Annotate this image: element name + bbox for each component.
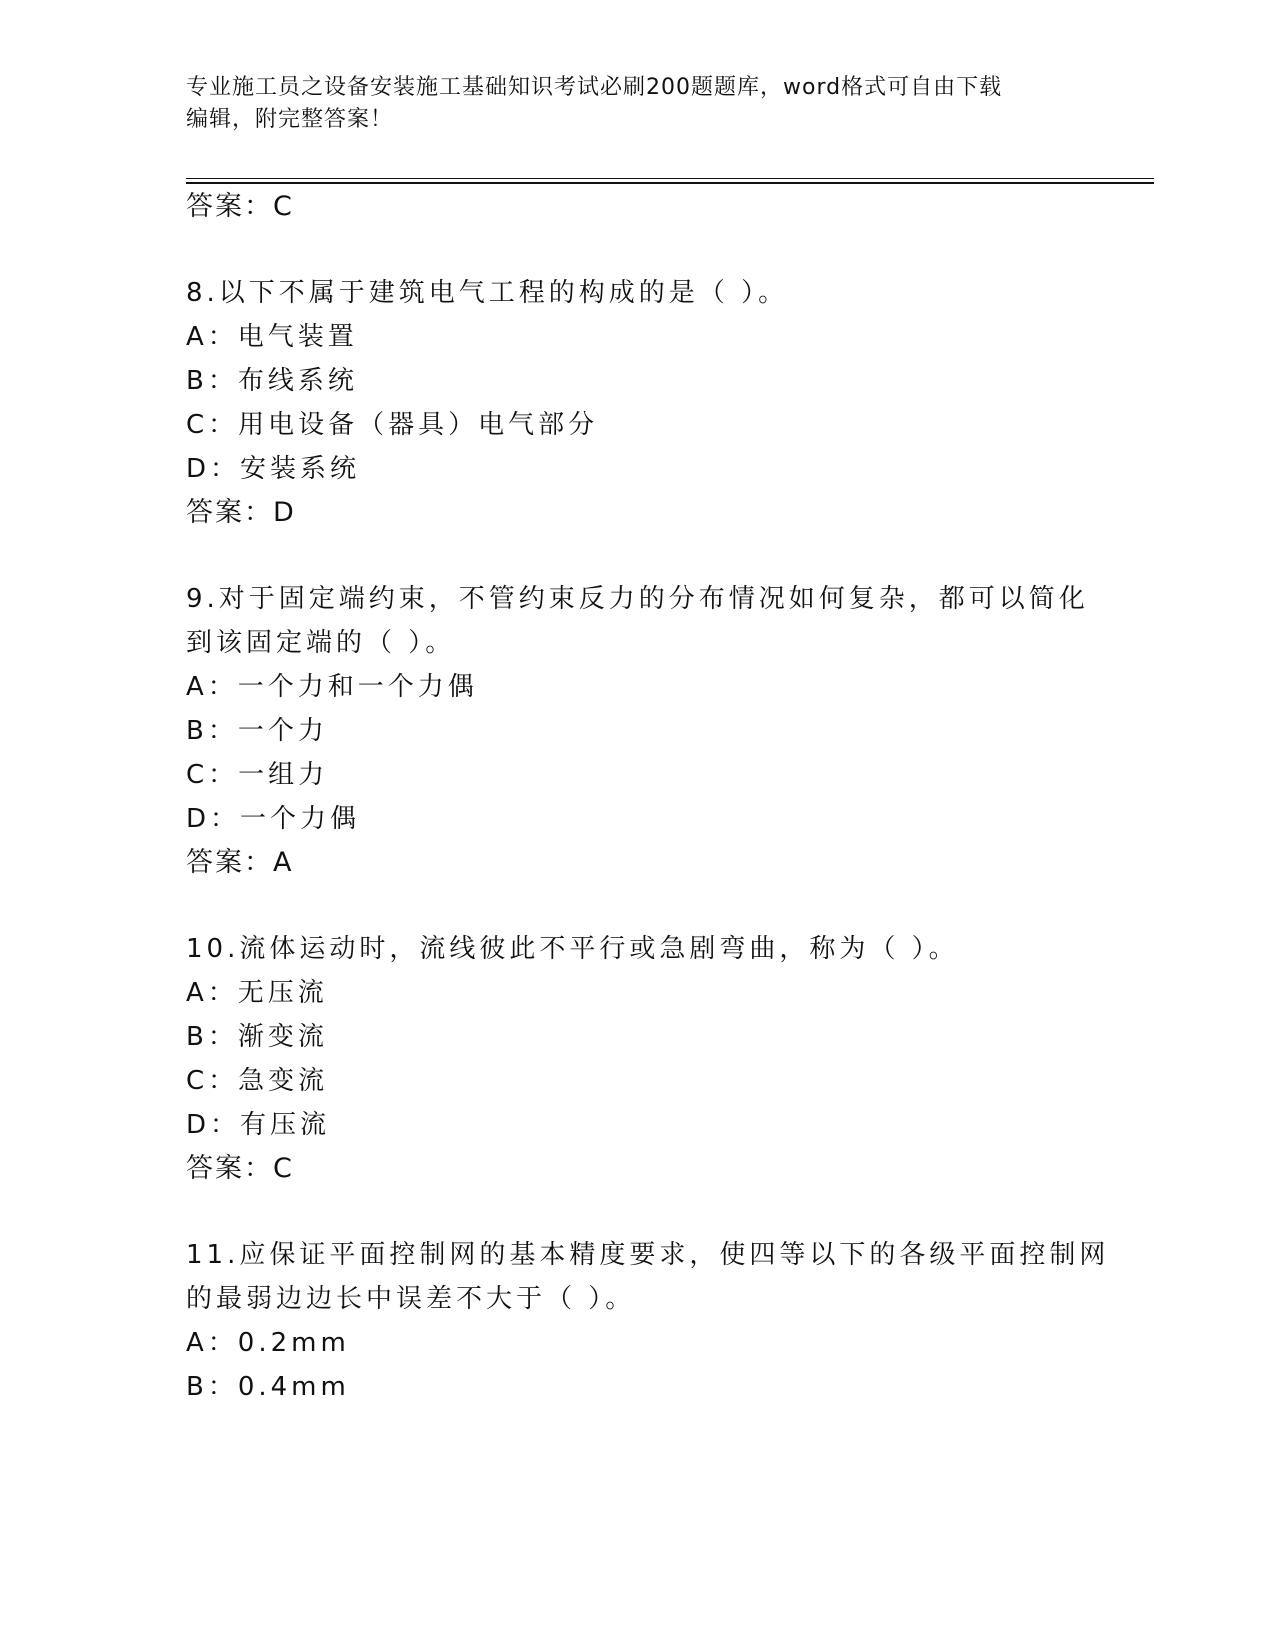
question-10-option-b: B：渐变流 — [186, 1022, 328, 1052]
answer-q8: 答案：D — [186, 497, 296, 528]
header-divider-thick — [186, 182, 1154, 184]
question-9-stem-line-2: 到该固定端的（ ）。 — [186, 628, 456, 658]
question-8-option-d: D：安装系统 — [186, 454, 361, 484]
question-11-stem-line-2: 的最弱边边长中误差不大于（ ）。 — [186, 1284, 636, 1314]
header-title-line-1: 专业施工员之设备安装施工基础知识考试必刷200题题库，word格式可自由下载 — [186, 75, 1003, 100]
document-header — [186, 72, 1076, 136]
question-10-option-a: A：无压流 — [186, 978, 328, 1008]
answer-q10: 答案：C — [186, 1153, 294, 1184]
answer-q7: 答案：C — [186, 191, 294, 222]
question-9-stem-line-1: 9.对于固定端约束，不管约束反力的分布情况如何复杂，都可以简化 — [186, 584, 1089, 614]
question-9-option-b: B：一个力 — [186, 716, 328, 746]
question-11-stem-line-1: 11.应保证平面控制网的基本精度要求，使四等以下的各级平面控制网 — [186, 1240, 1110, 1270]
question-10-stem: 10.流体运动时，流线彼此不平行或急剧弯曲，称为（ ）。 — [186, 934, 959, 964]
question-11-option-b: B：0.4mm — [186, 1372, 350, 1402]
header-title-line-2: 编辑，附完整答案！ — [186, 107, 394, 132]
question-8-option-a: A：电气装置 — [186, 322, 358, 352]
question-8-stem: 8.以下不属于建筑电气工程的构成的是（ ）。 — [186, 278, 789, 308]
question-9-option-c: C：一组力 — [186, 760, 329, 790]
question-8-option-c: C：用电设备（器具）电气部分 — [186, 410, 599, 440]
question-9-option-d: D：一个力偶 — [186, 804, 361, 834]
question-9-option-a: A：一个力和一个力偶 — [186, 672, 478, 702]
question-10-option-d: D：有压流 — [186, 1110, 331, 1140]
answer-q9: 答案：A — [186, 847, 294, 878]
header-divider-thin — [186, 178, 1154, 179]
question-11-option-a: A：0.2mm — [186, 1328, 350, 1358]
question-10-option-c: C：急变流 — [186, 1066, 329, 1096]
question-8-option-b: B：布线系统 — [186, 366, 358, 396]
